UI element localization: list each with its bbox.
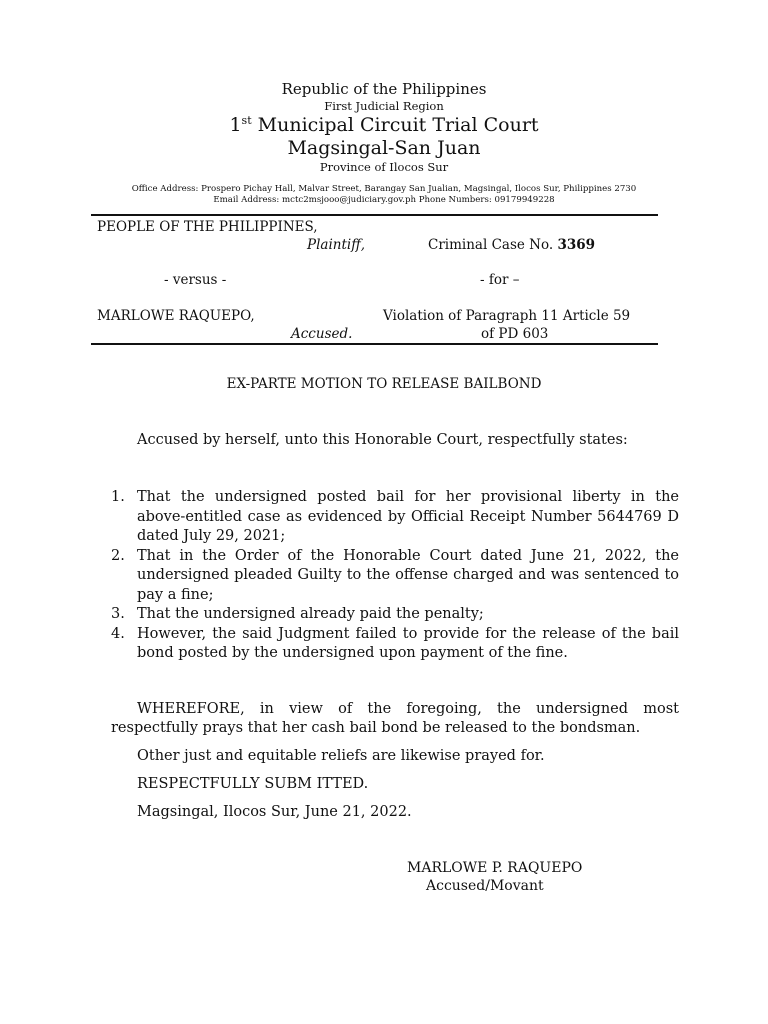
caption-bottom-rule <box>91 343 658 345</box>
list-item-line: pay a fine; <box>137 586 214 603</box>
email-phone: Email Address: mctc2msjooo@judiciary.gov.ph Phone Numbers: 09179949228 <box>213 195 555 205</box>
case-number-line <box>428 237 595 253</box>
court-header-region: First Judicial Region <box>324 99 444 113</box>
list-item-line: above-entitled case as evidenced by Official Receipt Number 5644769 D <box>137 508 679 525</box>
accused-name: MARLOWE RAQUEPO, <box>97 308 255 324</box>
offense-line-2: of PD 603 <box>481 326 549 342</box>
court-header-republic: Republic of the Philippines <box>281 80 487 98</box>
list-item-line: That the undersigned posted bail for her provisional liberty in the <box>137 489 679 505</box>
offense-line-1: Violation of Paragraph 11 Article 59 <box>383 308 631 324</box>
signatory-name: MARLOWE P. RAQUEPO <box>407 860 583 876</box>
numbered-list <box>111 488 679 664</box>
place-date: Magsingal, Ilocos Sur, June 21, 2022. <box>137 804 412 820</box>
court-header-name <box>0 114 768 136</box>
list-item <box>111 488 679 547</box>
list-item-number: 4. <box>111 625 125 642</box>
list-item-line: However, the said Judgment failed to provide for the release of the bail <box>137 625 679 642</box>
for-label: - for – <box>480 272 520 288</box>
respectfully-submitted: RESPECTFULLY SUBM ITTED. <box>137 776 369 792</box>
accused-role: Accused. <box>291 326 353 342</box>
list-item-number: 3. <box>111 606 125 622</box>
list-item-line: dated July 29, 2021; <box>137 528 286 544</box>
list-item-line: bond posted by the undersigned upon payment of the fine. <box>137 645 568 661</box>
list-item <box>111 625 679 664</box>
wherefore-line-1-text: WHEREFORE, in view of the foregoing, the undersigned most <box>137 701 679 717</box>
caption-top-rule <box>91 214 658 216</box>
list-item <box>111 547 679 606</box>
list-item-line: That the undersigned already paid the penalty; <box>137 606 484 622</box>
list-item-line: That in the Order of the Honorable Court dated June 21, 2022, the <box>137 547 679 564</box>
wherefore-line-1 <box>111 700 679 720</box>
court-ordinal-suffix: st <box>241 114 252 127</box>
case-number: 3369 <box>557 237 596 253</box>
court-name: Municipal Circuit Trial Court <box>257 114 539 136</box>
intro-paragraph: Accused by herself, unto this Honorable Court, respectfully states: <box>137 432 628 448</box>
list-item-number: 2. <box>111 547 125 564</box>
plaintiff-role: Plaintiff, <box>307 237 366 253</box>
plaintiff-name: PEOPLE OF THE PHILIPPINES, <box>97 219 318 235</box>
wherefore-line-2: respectfully prays that her cash bail bond be released to the bondsman. <box>111 720 641 736</box>
signatory-role: Accused/Movant <box>426 878 544 894</box>
office-address: Office Address: Prospero Pichay Hall, Malvar Street, Barangay San Jualian, Magsingal, Ilocos Sur, Philippines 2730 <box>131 184 637 194</box>
motion-title: EX-PARTE MOTION TO RELEASE BAILBOND <box>226 376 542 392</box>
other-reliefs: Other just and equitable reliefs are likewise prayed for. <box>137 748 545 764</box>
case-label: Criminal Case No. <box>428 237 554 253</box>
list-item-line: undersigned pleaded Guilty to the offense charged and was sentenced to <box>137 567 679 583</box>
list-item-number: 1. <box>111 489 125 505</box>
court-header-province: Province of Ilocos Sur <box>319 160 449 174</box>
list-item <box>111 605 679 625</box>
court-ordinal: 1 <box>229 114 242 136</box>
versus-label: - versus - <box>164 272 227 288</box>
court-header-town: Magsingal-San Juan <box>287 137 481 159</box>
